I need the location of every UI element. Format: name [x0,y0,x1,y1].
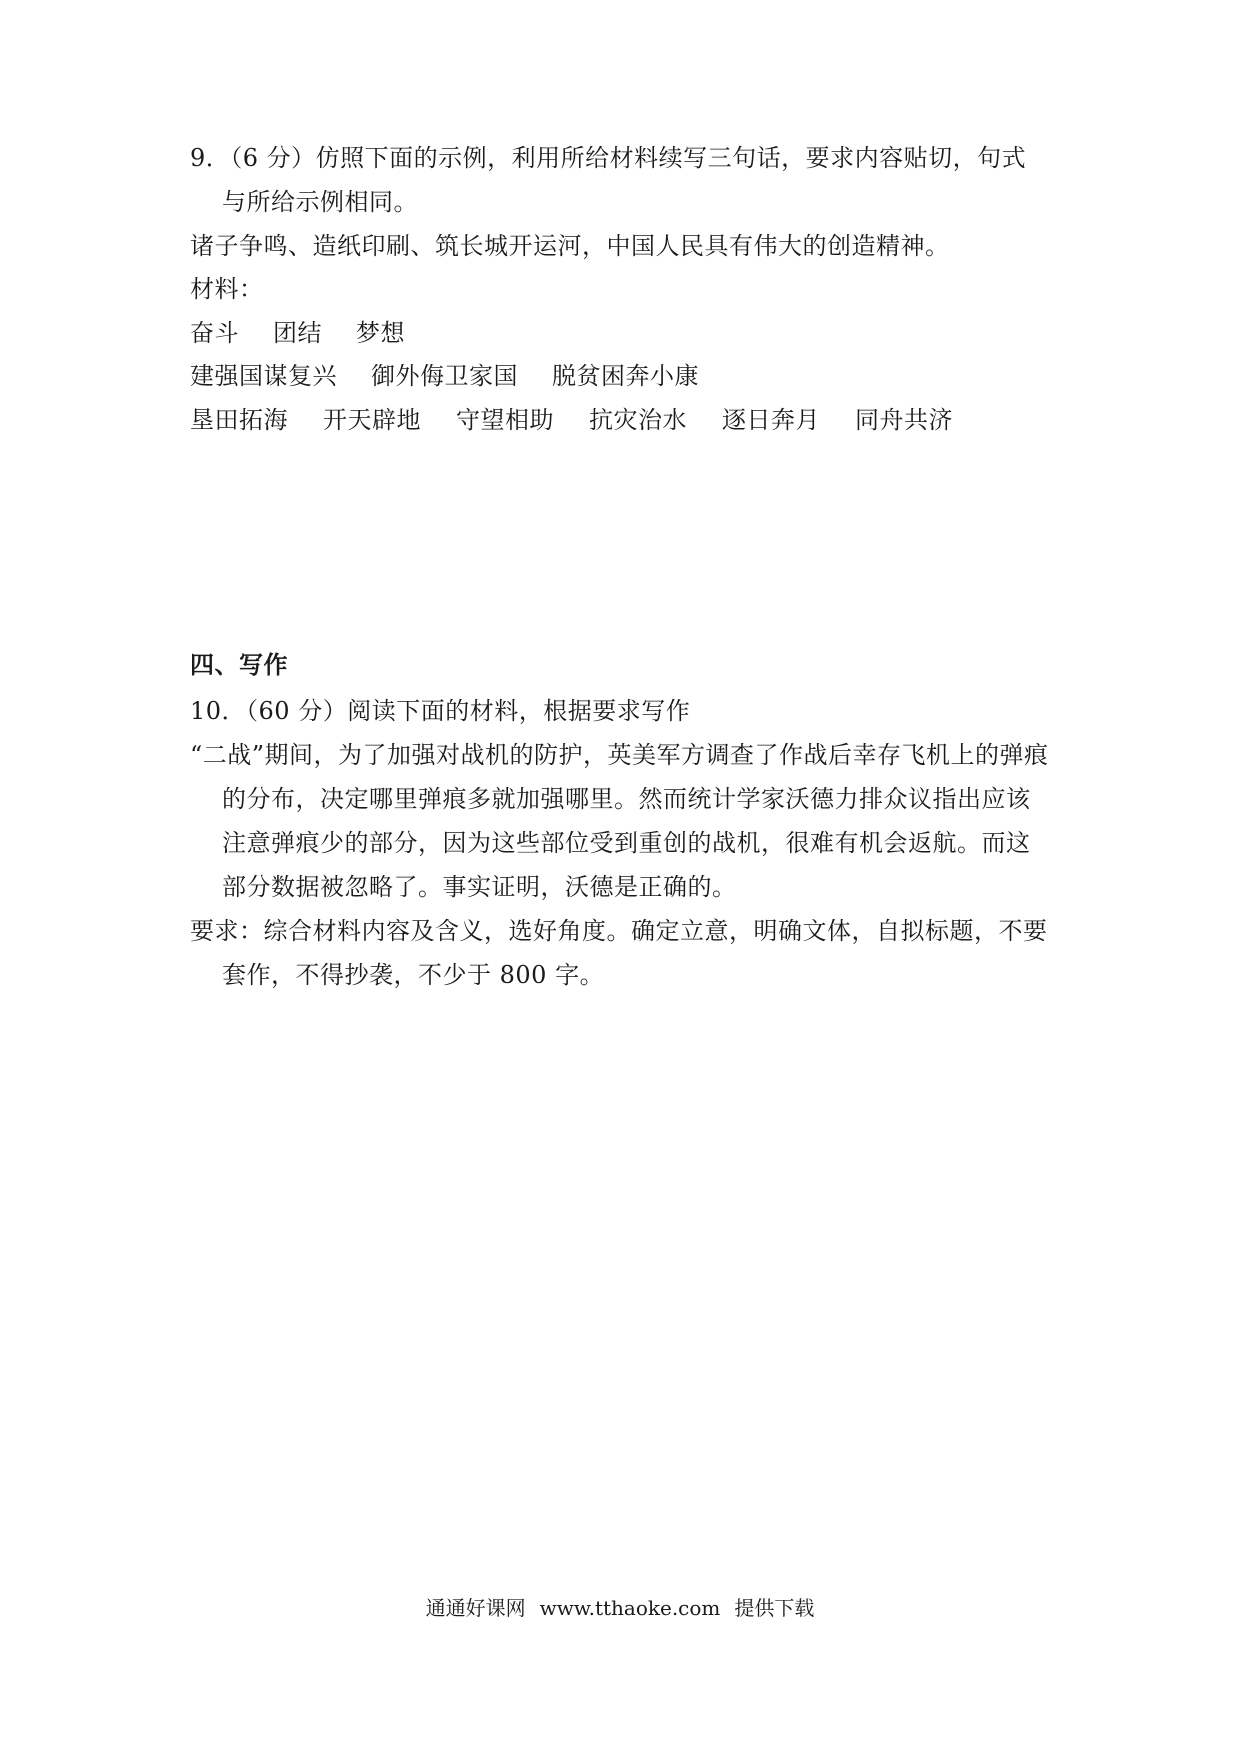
material-phrase: 同舟共济 [855,406,953,434]
page-footer [0,1594,1240,1622]
q9-example: 诸子争鸣、造纸印刷、筑长城开运河，中国人民具有伟大的创造精神。 [190,232,950,260]
material-word: 梦想 [356,319,405,347]
q9-material-label: 材料： [190,275,264,303]
footer-suffix: 提供下载 [734,1596,815,1620]
material-phrase: 建强国谋复兴 [190,362,337,390]
q10-material-line-4: 部分数据被忽略了。事实证明，沃德是正确的。 [222,873,737,901]
q10-requirement-line-1: 要求：综合材料内容及含义，选好角度。确定立意，明确文体，自拟标题，不要 [190,917,1048,945]
q10-material-line-2: 的分布，决定哪里弹痕多就加强哪里。然而统计学家沃德力排众议指出应该 [222,785,1031,813]
footer-url[interactable]: www.tthaoke.com [539,1596,721,1620]
q9-line-1: 9．（6 分）仿照下面的示例，利用所给材料续写三句话，要求内容贴切，句式 [190,144,1027,172]
q9-material-row-1 [190,316,405,350]
q10-material-line-1: “二战”期间，为了加强对战机的防护，英美军方调查了作战后幸存飞机上的弹痕 [190,741,1049,769]
material-phrase: 垦田拓海 [190,406,288,434]
material-phrase: 开天辟地 [323,406,421,434]
material-phrase: 脱贫困奔小康 [552,362,699,390]
q10-material-line-3: 注意弹痕少的部分，因为这些部位受到重创的战机，很难有机会返航。而这 [222,829,1031,857]
section-heading: 四、写作 [190,650,288,679]
q9-line-2: 与所给示例相同。 [222,188,418,216]
q10-requirement-line-2: 套作，不得抄袭，不少于 800 字。 [222,961,605,989]
material-phrase: 御外侮卫家国 [371,362,518,390]
q10-line: 10．（60 分）阅读下面的材料，根据要求写作 [190,697,691,725]
material-word: 奋斗 [190,319,239,347]
material-phrase: 抗灾治水 [589,406,687,434]
material-phrase: 逐日奔月 [722,406,820,434]
q9-material-row-3 [190,403,953,437]
q9-material-row-2 [190,359,699,393]
material-word: 团结 [273,319,322,347]
footer-site-name: 通通好课网 [425,1596,526,1620]
material-phrase: 守望相助 [456,406,554,434]
